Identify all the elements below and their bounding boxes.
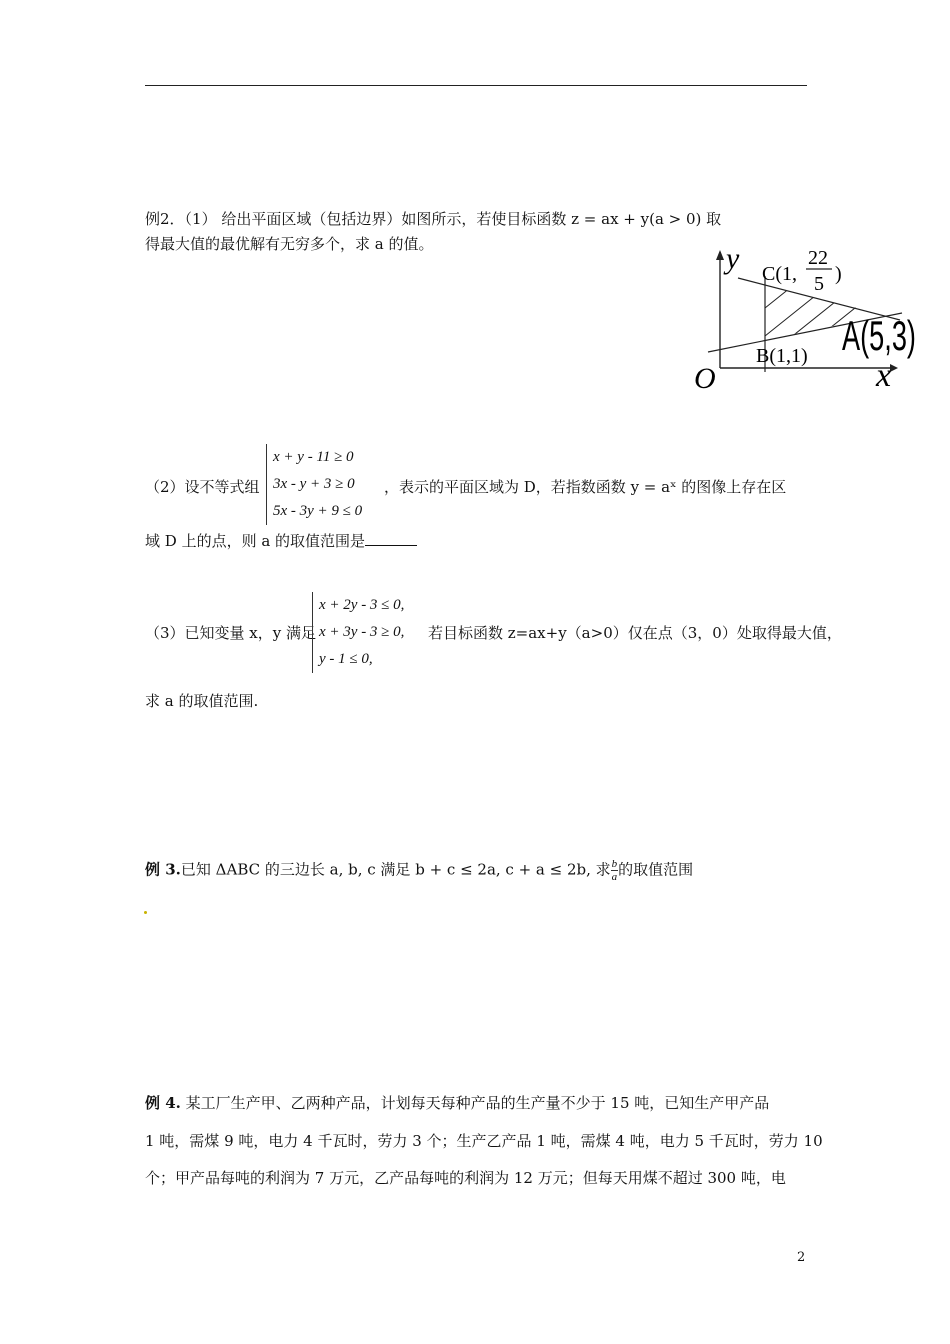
header-rule bbox=[145, 85, 807, 86]
point-a-label: A(5,3) bbox=[842, 313, 916, 360]
ex2-p3-constraint-system bbox=[312, 592, 404, 673]
x-axis-label: x bbox=[876, 357, 892, 394]
ex4-line1-text: 某工厂生产甲、乙两种产品，计划每天每种产品的生产量不少于 15 吨，已知生产甲产品 bbox=[180, 1094, 770, 1112]
x-axis-arrow bbox=[890, 364, 898, 372]
origin-label: O bbox=[694, 362, 716, 395]
ex2-p2-inequality-system bbox=[266, 444, 362, 525]
marker-dot bbox=[144, 911, 147, 914]
ex3-text-a: 已知 ΔABC 的三边长 a, b, c 满足 b + c ≤ 2a, c + a ≤ 2b, 求 bbox=[180, 860, 611, 879]
ex3-frac-num: b bbox=[611, 858, 618, 870]
ex2-p3-suffix: 若目标函数 z=ax+y（a>0）仅在点（3，0）处取得最大值， bbox=[428, 624, 842, 642]
ex2-p2-line2 bbox=[145, 530, 417, 551]
point-c-close: ) bbox=[835, 263, 842, 285]
ex3-line bbox=[145, 858, 693, 883]
ex2-p3-ineq-3: y - 1 ≤ 0, bbox=[319, 651, 373, 667]
ex4-line3: 个；甲产品每吨的利润为 7 万元，乙产品每吨的利润为 12 万元；但每天用煤不超过 300 吨，电 bbox=[145, 1169, 786, 1187]
ex2-line1: 例2．（1） 给出平面区域（包括边界）如图所示，若使目标函数 z = ax + y(a > 0) 取 bbox=[145, 210, 722, 228]
point-c-numerator: 22 bbox=[808, 247, 828, 269]
page-number: 2 bbox=[797, 1250, 806, 1265]
ex2-p3-prefix: （3）已知变量 x，y 满足 bbox=[145, 624, 317, 642]
ex3-frac-den: a bbox=[611, 871, 618, 883]
ex2-p2-prefix: （2）设不等式组 bbox=[145, 478, 260, 496]
answer-blank bbox=[365, 531, 417, 546]
ex4-label: 例 4. bbox=[145, 1094, 181, 1112]
y-axis-arrow bbox=[716, 250, 724, 260]
ex2-p2-ineq-3: 5x - 3y + 9 ≤ 0 bbox=[273, 503, 363, 519]
ex2-p3-ineq-2: x + 3y - 3 ≥ 0, bbox=[319, 624, 405, 640]
point-c-label: C(1, bbox=[762, 263, 797, 285]
point-c-denominator: 5 bbox=[814, 273, 824, 295]
ex2-p2-suffix: ，表示的平面区域为 D，若指数函数 y = aˣ 的图像上存在区 bbox=[384, 478, 787, 496]
ex4-line1 bbox=[145, 1092, 769, 1113]
ex2-p3-line2: 求 a 的取值范围. bbox=[145, 692, 259, 710]
y-axis-label: y bbox=[726, 242, 740, 275]
ex3-text-b: 的取值范围 bbox=[618, 860, 694, 879]
ex2-p2-line2-text: 域 D 上的点，则 a 的取值范围是 bbox=[145, 532, 366, 550]
ex4-line2: 1 吨，需煤 9 吨，电力 4 千瓦时，劳力 3 个；生产乙产品 1 吨，需煤 4 吨，电力 5 千瓦时，劳力 10 bbox=[145, 1132, 823, 1150]
point-b-label: B(1,1) bbox=[756, 345, 808, 367]
ex2-p2-ineq-2: 3x - y + 3 ≥ 0 bbox=[273, 476, 355, 492]
ex3-label: 例 3. bbox=[145, 860, 181, 879]
ex2-p2-ineq-1: x + y - 11 ≥ 0 bbox=[273, 449, 354, 465]
ex2-p3-ineq-1: x + 2y - 3 ≤ 0, bbox=[319, 597, 405, 613]
ex2-line2: 得最大值的最优解有无穷多个，求 a 的值。 bbox=[145, 235, 434, 253]
feasible-region-graph bbox=[690, 240, 920, 395]
